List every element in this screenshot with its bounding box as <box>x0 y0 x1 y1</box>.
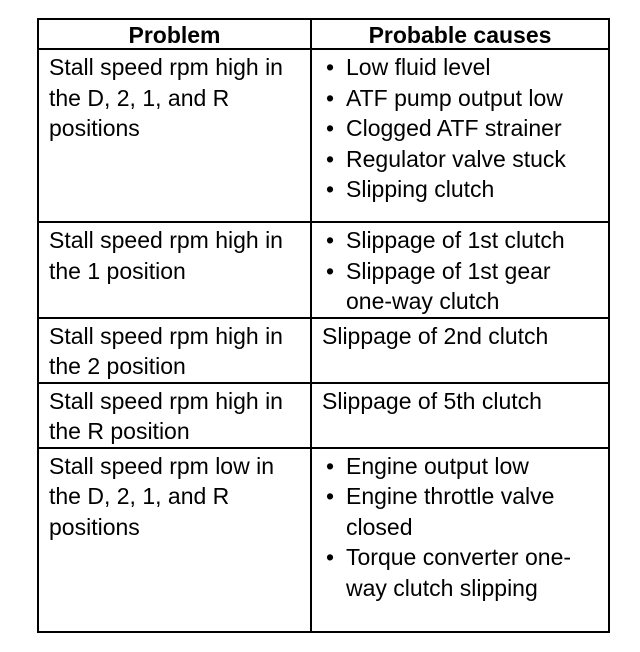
cause-item: • Clogged ATF strainer <box>322 113 602 144</box>
table-row <box>38 49 609 222</box>
cause-item: • Torque converter one-way clutch slipping <box>322 542 602 603</box>
table-row <box>38 318 609 383</box>
table-row <box>38 222 609 318</box>
stall-speed-diagnosis-table <box>37 18 610 633</box>
cause-item: • Regulator valve stuck <box>322 144 602 175</box>
problem-cell: Stall speed rpm high in the 2 position <box>38 318 311 383</box>
cause-item: • ATF pump output low <box>322 83 602 114</box>
cause-text-cell: Slippage of 2nd clutch <box>311 318 609 383</box>
cause-item: • Slipping clutch <box>322 174 602 205</box>
cause-list <box>322 52 602 205</box>
problem-cell: Stall speed rpm low in the D, 2, 1, and R positions <box>38 448 311 632</box>
problem-cell: Stall speed rpm high in the 1 position <box>38 222 311 318</box>
problem-cell: Stall speed rpm high in the R position <box>38 383 311 448</box>
table-row <box>38 448 609 632</box>
cause-item: • Engine output low <box>322 451 602 482</box>
problem-column-header: Problem <box>38 19 311 49</box>
cause-text-cell: Slippage of 5th clutch <box>311 383 609 448</box>
cause-item: • Slippage of 1st gear one-way clutch <box>322 256 602 317</box>
cause-item: • Slippage of 1st clutch <box>322 225 602 256</box>
table-row <box>38 383 609 448</box>
causes-cell <box>311 49 609 222</box>
causes-cell <box>311 222 609 318</box>
cause-item: • Low fluid level <box>322 52 602 83</box>
cause-item: • Engine throttle valve closed <box>322 481 602 542</box>
problem-cell: Stall speed rpm high in the D, 2, 1, and R positions <box>38 49 311 222</box>
header-row <box>38 19 609 49</box>
causes-column-header: Probable causes <box>311 19 609 49</box>
cause-list <box>322 451 602 604</box>
cause-list <box>322 225 602 317</box>
causes-cell <box>311 448 609 632</box>
